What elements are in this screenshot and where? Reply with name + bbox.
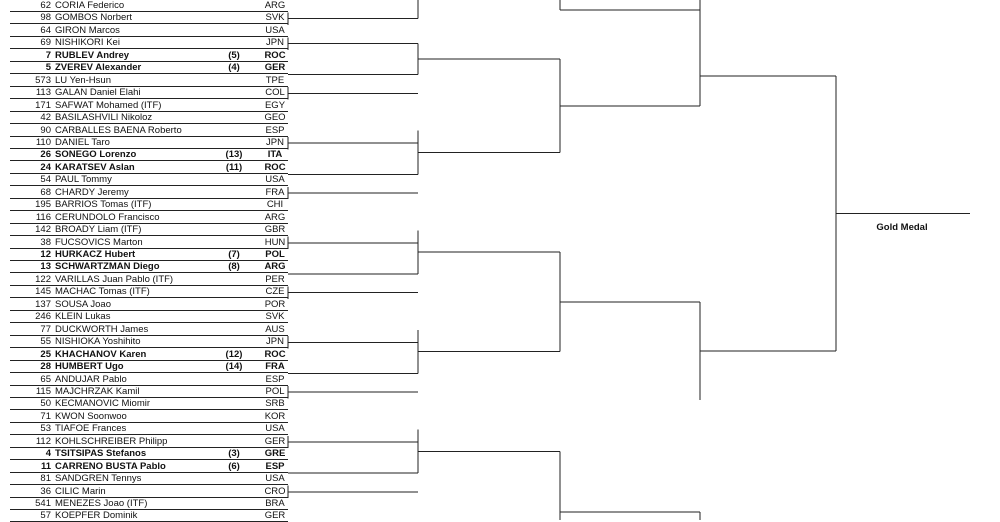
player-name: CILIC Marin — [55, 485, 106, 497]
player-country: JPN — [266, 336, 284, 348]
player-seed: (6) — [228, 460, 240, 472]
player-rank: 116 — [35, 211, 51, 223]
player-seed: (3) — [228, 448, 240, 460]
player-name: RUBLEV Andrey — [55, 49, 130, 61]
player-country: FRA — [265, 361, 285, 373]
player-rank: 541 — [35, 498, 51, 509]
player-country: ESP — [265, 460, 285, 472]
player-rank: 11 — [40, 460, 51, 472]
player-rank: 5 — [45, 62, 51, 74]
player-name: LU Yen-Hsun — [55, 74, 111, 86]
player-seed: (12) — [225, 348, 243, 360]
player-rank: 53 — [40, 423, 51, 435]
player-country: FRA — [265, 186, 285, 198]
player-name: CARRENO BUSTA Pablo — [55, 460, 166, 472]
player-name: MENEZES Joao (ITF) — [55, 498, 148, 509]
player-country: SVK — [265, 311, 285, 323]
player-country: ARG — [264, 0, 286, 11]
player-country: SRB — [265, 398, 285, 410]
player-rank: 7 — [45, 49, 51, 61]
player-rank: 246 — [35, 311, 51, 323]
player-country: ARG — [264, 211, 286, 223]
player-name: GIRON Marcos — [55, 24, 120, 36]
player-name: SAFWAT Mohamed (ITF) — [55, 99, 162, 111]
player-name: NISHIKORI Kei — [55, 37, 120, 49]
player-name: CERUNDOLO Francisco — [55, 211, 160, 223]
player-country: POL — [265, 385, 285, 397]
player-rank: 171 — [35, 99, 51, 111]
player-name: MACHAC Tomas (ITF) — [55, 286, 150, 298]
player-rank: 110 — [35, 136, 51, 148]
player-rank: 122 — [35, 273, 51, 285]
player-rank: 50 — [40, 398, 51, 410]
player-name: KLEIN Lukas — [55, 311, 111, 323]
player-country: GER — [264, 435, 286, 447]
player-rank: 71 — [40, 410, 51, 422]
player-name: TIAFOE Frances — [55, 423, 127, 435]
player-rank: 26 — [40, 149, 51, 161]
player-rank: 57 — [40, 510, 51, 522]
player-country: CRO — [264, 485, 286, 497]
player-name: ANDUJAR Pablo — [55, 373, 127, 385]
player-name: NISHIOKA Yoshihito — [55, 336, 141, 348]
player-country: ITA — [267, 149, 283, 161]
player-name: KHACHANOV Karen — [55, 348, 147, 360]
player-rank: 38 — [40, 236, 51, 248]
player-country: JPN — [266, 136, 284, 148]
player-rank: 54 — [40, 174, 51, 186]
player-seed: (8) — [228, 261, 240, 273]
player-country: AUS — [265, 323, 285, 335]
player-country: ROC — [264, 161, 286, 173]
player-rank: 65 — [40, 373, 51, 385]
player-country: CHI — [266, 199, 284, 211]
player-name: FUCSOVICS Marton — [55, 236, 143, 248]
player-country: ROC — [264, 348, 286, 360]
player-name: DANIEL Taro — [55, 136, 110, 148]
player-name: VARILLAS Juan Pablo (ITF) — [55, 273, 174, 285]
player-rank: 195 — [35, 199, 51, 211]
player-country: PER — [265, 273, 285, 285]
player-country: POR — [264, 298, 286, 310]
player-seed: (7) — [228, 249, 240, 260]
player-country: ARG — [264, 261, 286, 273]
player-country: COL — [265, 87, 285, 99]
player-rank: 90 — [40, 124, 51, 136]
player-name: HURKACZ Hubert — [55, 249, 136, 260]
player-rank: 24 — [40, 161, 51, 173]
player-country: GER — [264, 62, 286, 74]
player-rank: 12 — [40, 249, 51, 260]
player-rank: 68 — [40, 186, 51, 198]
player-rank: 4 — [45, 448, 51, 460]
player-rank: 28 — [40, 361, 51, 373]
player-rank: 137 — [35, 298, 51, 310]
player-country: KOR — [264, 410, 286, 422]
player-country: GRE — [264, 448, 286, 460]
player-rank: 64 — [40, 24, 51, 36]
player-rank: 113 — [35, 87, 51, 99]
player-country: BRA — [265, 498, 285, 509]
player-rank: 42 — [40, 112, 51, 124]
player-name: BASILASHVILI Nikoloz — [55, 112, 153, 124]
player-country: GER — [264, 510, 286, 522]
player-rank: 77 — [40, 323, 51, 335]
player-country: USA — [265, 174, 285, 186]
player-name: CARBALLES BAENA Roberto — [55, 124, 182, 136]
player-country: POL — [265, 249, 285, 260]
player-country: JPN — [266, 37, 284, 49]
player-rank: 573 — [35, 74, 51, 86]
player-country: ESP — [265, 373, 285, 385]
player-name: CHARDY Jeremy — [55, 186, 129, 198]
player-name: MAJCHRZAK Kamil — [55, 385, 140, 397]
player-country: CZE — [265, 286, 285, 298]
player-seed: (14) — [225, 361, 243, 373]
player-name: PAUL Tommy — [55, 174, 112, 186]
player-name: KECMANOVIC Miomir — [55, 398, 151, 410]
player-country: GEO — [264, 112, 286, 124]
player-name: DUCKWORTH James — [55, 323, 149, 335]
player-rank: 81 — [40, 473, 51, 485]
gold-medal-label: Gold Medal — [876, 222, 928, 233]
player-name: ZVEREV Alexander — [55, 62, 142, 74]
player-name: HUMBERT Ugo — [55, 361, 124, 373]
player-name: KARATSEV Aslan — [55, 161, 135, 173]
player-name: SCHWARTZMAN Diego — [55, 261, 160, 273]
player-rank: 115 — [35, 385, 51, 397]
player-name: GALAN Daniel Elahi — [55, 87, 141, 99]
player-seed: (11) — [225, 161, 243, 173]
player-name: SOUSA Joao — [55, 298, 111, 310]
player-country: TPE — [265, 74, 285, 86]
player-country: SVK — [265, 12, 285, 24]
player-rank: 145 — [35, 286, 51, 298]
player-country: USA — [265, 473, 285, 485]
player-name: TSITSIPAS Stefanos — [55, 448, 147, 460]
player-country: ESP — [265, 124, 285, 136]
player-country: ROC — [264, 49, 286, 61]
player-rank: 25 — [40, 348, 51, 360]
player-rank: 98 — [40, 12, 51, 24]
player-seed: (4) — [228, 62, 240, 74]
player-country: USA — [265, 24, 285, 36]
player-seed: (5) — [228, 49, 240, 61]
player-rank: 36 — [40, 485, 51, 497]
player-rank: 112 — [35, 435, 51, 447]
player-name: BROADY Liam (ITF) — [55, 224, 142, 236]
player-name: KWON Soonwoo — [55, 410, 127, 422]
player-name: GOMBOS Norbert — [55, 12, 133, 24]
player-seed: (13) — [225, 149, 243, 161]
player-name: CORIA Federico — [55, 0, 125, 11]
player-rank: 69 — [40, 37, 51, 49]
player-country: HUN — [264, 236, 286, 248]
player-name: SONEGO Lorenzo — [55, 149, 137, 161]
player-country: GBR — [264, 224, 286, 236]
player-name: SANDGREN Tennys — [55, 473, 142, 485]
player-rank: 13 — [40, 261, 51, 273]
player-name: BARRIOS Tomas (ITF) — [55, 199, 152, 211]
player-name: KOHLSCHREIBER Philipp — [55, 435, 168, 447]
player-rank: 142 — [35, 224, 51, 236]
player-country: USA — [265, 423, 285, 435]
player-country: EGY — [264, 99, 286, 111]
player-rank: 62 — [40, 0, 51, 11]
player-name: KOEPFER Dominik — [55, 510, 138, 522]
player-rank: 55 — [40, 336, 51, 348]
